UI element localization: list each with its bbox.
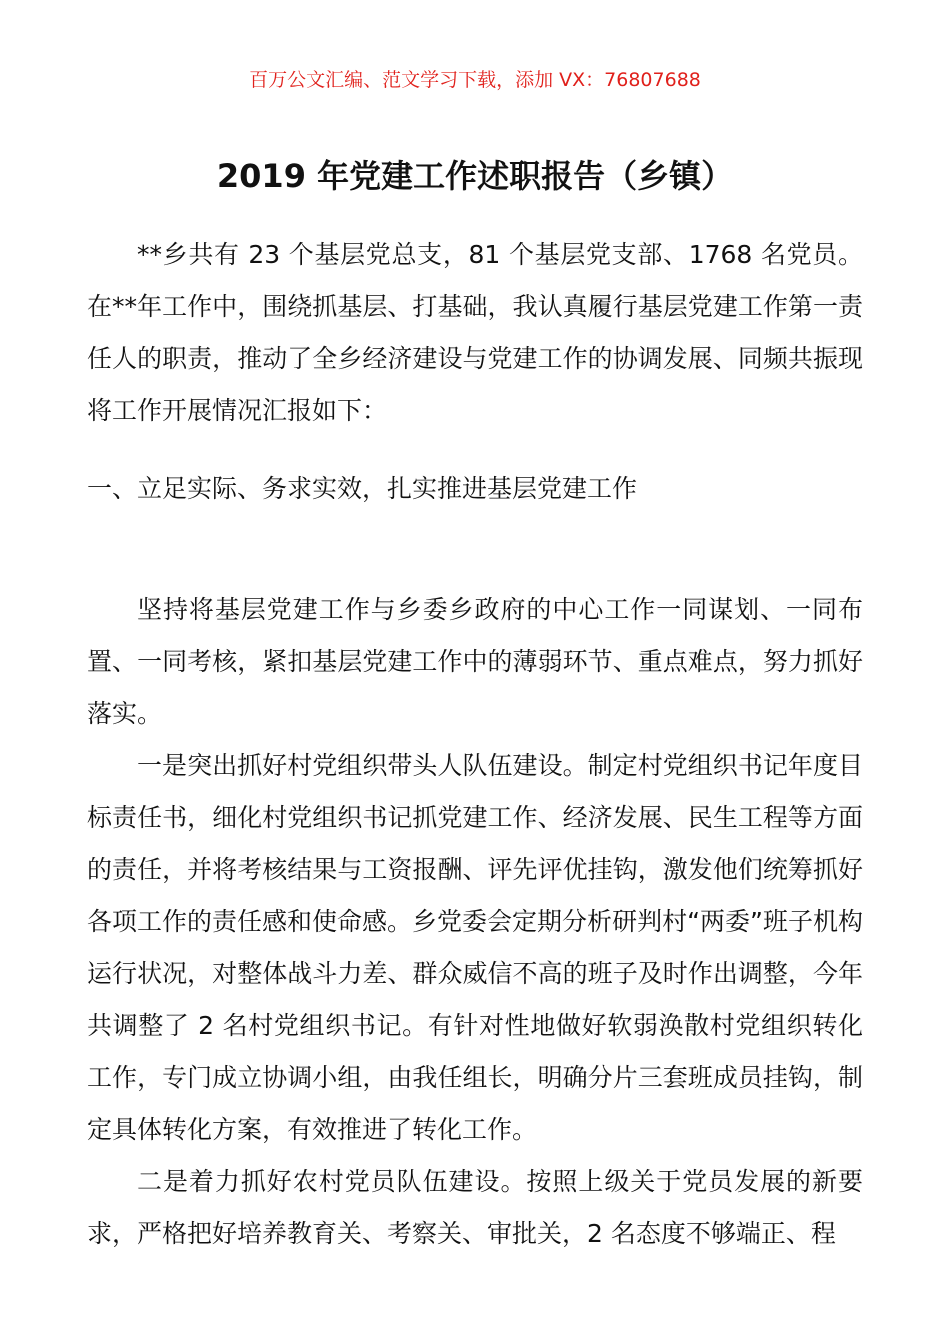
paragraph-leadership: 一是突出抓好村党组织带头人队伍建设。制定村党组织书记年度目标责任书，细化村党组织书记抓党建工作、经济发展、民生工程等方面的责任，并将考核结果与工资报酬、评先评优挂钩，激发他们统筹抓好各项工作的责任感和使命感。乡党委会定期分析研判村“两委”班子机构运行状况，对整体战斗力差、群众威信不高的班子及时作出调整，今年共调整了 2 名村党组织书记。有针对性地做好软弱涣散村党组织转化工作，专门成立协调小组，由我任组长，明确分片三套班成员挂钩，制定具体转化方案，有效推进了转化工作。 <box>87 751 863 1144</box>
header-note: 百万公文汇编、范文学习下载，添加 VX：76807688 <box>249 69 701 91</box>
paragraph-intro: **乡共有 23 个基层党总支，81 个基层党支部、1768 名党员。在**年工作中，围绕抓基层、打基础，我认真履行基层党建工作第一责任人的职责，推动了全乡经济建设与党建工作的协调发展、同频共振现将工作开展情况汇报如下： <box>87 240 863 425</box>
section-heading-1: 一、立足实际、务求实效，扎实推进基层党建工作 <box>87 474 638 503</box>
document-title: 2019 年党建工作述职报告（乡镇） <box>216 157 734 195</box>
paragraph-overview: 坚持将基层党建工作与乡委乡政府的中心工作一同谋划、一同布置、一同考核，紧扣基层党建工作中的薄弱环节、重点难点，努力抓好落实。 <box>87 595 863 728</box>
paragraph-members: 二是着力抓好农村党员队伍建设。按照上级关于党员发展的新要求，严格把好培养教育关、考察关、审批关，2 名态度不够端正、程 <box>87 1167 863 1248</box>
